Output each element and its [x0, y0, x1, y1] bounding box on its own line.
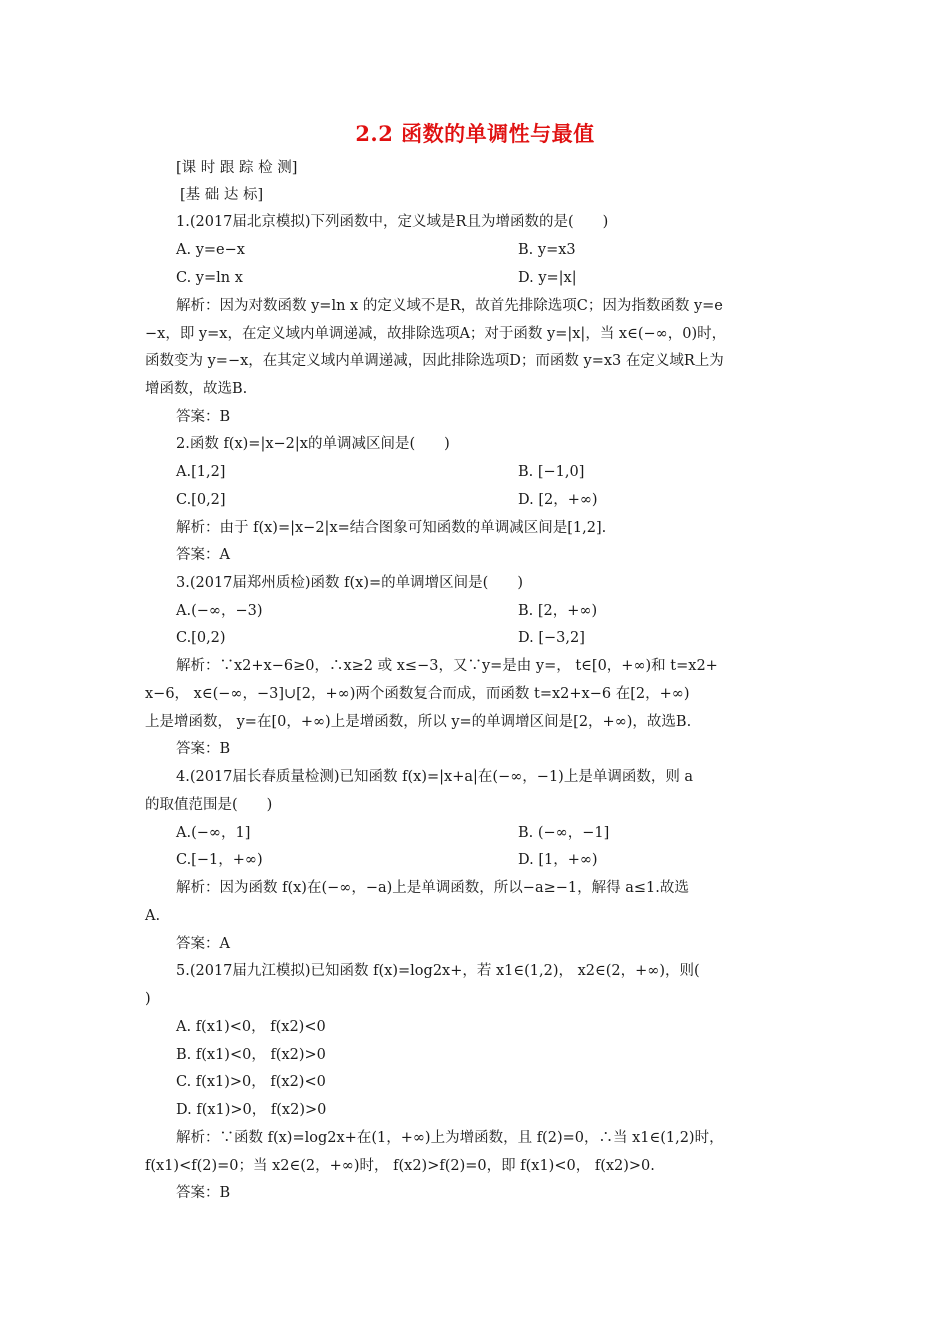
q2-stem: 2.函数 f(x)=|x−2|x的单调减区间是( )	[176, 436, 450, 452]
page-title: 2.2 函数的单调性与最值	[355, 121, 595, 146]
q5-option-d: D. f(x1)>0， f(x2)>0	[176, 1102, 327, 1118]
q4-analysis-line: A.	[145, 908, 161, 924]
q5-answer: 答案：B	[176, 1185, 231, 1201]
q1-option-a: A. y=e−x	[176, 242, 245, 258]
q3-analysis-line: 上是增函数， y=在[0，+∞)上是增函数，所以 y=的单调增区间是[2，+∞)，故选B.	[145, 714, 692, 730]
q1-option-b: B. y=x3	[518, 242, 576, 258]
q5-option-c: C. f(x1)>0， f(x2)<0	[176, 1074, 326, 1090]
q1-analysis-line: 增函数，故选B.	[145, 381, 248, 397]
q3-option-a: A.(−∞，−3)	[176, 603, 263, 619]
q2-option-d: D. [2，+∞)	[518, 492, 598, 508]
q3-option-b: B. [2，+∞)	[518, 603, 598, 619]
q4-option-d: D. [1，+∞)	[518, 852, 598, 868]
q3-answer: 答案：B	[176, 741, 231, 757]
q1-analysis-line: 解析：因为对数函数 y=ln x 的定义域不是R，故首先排除选项C；因为指数函数 y=e	[176, 298, 723, 314]
q2-analysis-line: 解析：由于 f(x)=|x−2|x=结合图象可知函数的单调减区间是[1,2].	[176, 520, 607, 536]
q4-option-c: C.[−1，+∞)	[176, 852, 263, 868]
q5-stem-line: )	[145, 991, 151, 1007]
q4-stem-line: 的取值范围是( )	[145, 797, 273, 813]
q2-option-a: A.[1,2]	[176, 464, 226, 480]
q1-answer: 答案：B	[176, 409, 231, 425]
q5-stem-line: 5.(2017届九江模拟)已知函数 f(x)=log2x+，若 x1∈(1,2)， x2∈(2，+∞)，则(	[176, 963, 700, 979]
subsection-heading: [基 础 达 标]	[180, 187, 264, 203]
q4-answer: 答案：A	[176, 936, 230, 952]
q2-option-c: C.[0,2]	[176, 492, 226, 508]
q4-option-a: A.(−∞，1]	[176, 825, 251, 841]
q3-analysis-line: x−6， x∈(−∞，−3]∪[2，+∞)两个函数复合而成，而函数 t=x2+x−6 在[2，+∞)	[145, 686, 690, 702]
q5-analysis-line: 解析：∵函数 f(x)=log2x+在(1，+∞)上为增函数，且 f(2)=0，∴当 x1∈(1,2)时，	[176, 1130, 724, 1146]
q3-analysis-line: 解析：∵x2+x−6≥0，∴x≥2 或 x≤−3，又∵y=是由 y=， t∈[0，+∞)和 t=x2+	[176, 658, 718, 674]
q1-option-c: C. y=ln x	[176, 270, 243, 286]
q1-analysis-line: −x，即 y=x，在定义域内单调递减，故排除选项A；对于函数 y=|x|，当 x∈(−∞，0)时，	[145, 326, 727, 342]
q5-option-b: B. f(x1)<0， f(x2)>0	[176, 1047, 326, 1063]
q5-option-a: A. f(x1)<0， f(x2)<0	[176, 1019, 326, 1035]
q1-option-d: D. y=|x|	[518, 270, 577, 286]
q5-analysis-line: f(x1)<f(2)=0；当 x2∈(2，+∞)时， f(x2)>f(2)=0，即 f(x1)<0， f(x2)>0.	[145, 1158, 655, 1174]
q4-stem-line: 4.(2017届长春质量检测)已知函数 f(x)=|x+a|在(−∞，−1)上是单调函数，则 a	[176, 769, 694, 785]
q1-stem: 1.(2017届北京模拟)下列函数中，定义域是R且为增函数的是( )	[176, 214, 609, 230]
q2-option-b: B. [−1,0]	[518, 464, 585, 480]
q4-option-b: B. (−∞，−1]	[518, 825, 610, 841]
q3-option-d: D. [−3,2]	[518, 630, 585, 646]
q4-analysis-line: 解析：因为函数 f(x)在(−∞，−a)上是单调函数，所以−a≥−1，解得 a≤1.故选	[176, 880, 689, 896]
q1-analysis-line: 函数变为 y=−x，在其定义域内单调递减，因此排除选项D；而函数 y=x3 在定义域R上为	[145, 353, 724, 369]
section-heading: [课 时 跟 踪 检 测]	[176, 160, 298, 176]
q3-option-c: C.[0,2)	[176, 630, 226, 646]
q2-answer: 答案：A	[176, 547, 230, 563]
q3-stem: 3.(2017届郑州质检)函数 f(x)=的单调增区间是( )	[176, 575, 523, 591]
